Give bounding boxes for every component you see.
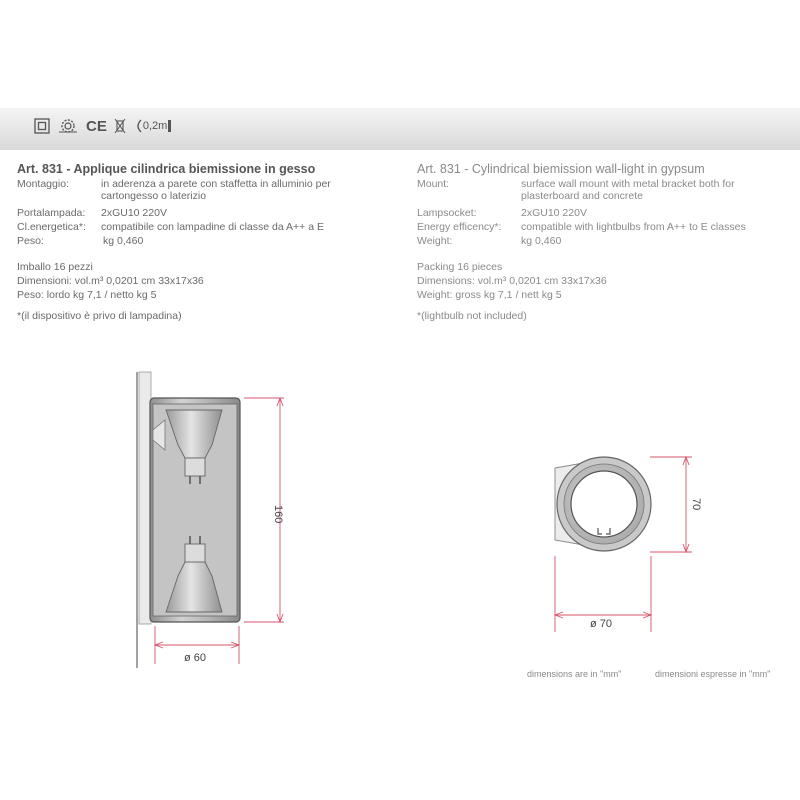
italian-energy-row — [17, 221, 397, 233]
gear-icon — [57, 117, 79, 135]
distance-bar-icon — [167, 118, 173, 134]
english-mount-label: Mount: — [417, 178, 450, 190]
italian-weight-label: Peso: — [17, 235, 44, 247]
italian-socket-row — [17, 207, 397, 219]
english-socket-label: Lampsocket: — [417, 207, 477, 219]
english-weight-row — [417, 235, 797, 247]
english-spec-column — [417, 162, 797, 322]
weee-bin-icon — [114, 117, 126, 135]
italian-socket-label: Portalampada: — [17, 207, 86, 219]
italian-weight-value: kg 0,460 — [103, 235, 144, 247]
english-energy-label: Energy efficency*: — [417, 221, 502, 233]
italian-dimensions: Dimensioni: vol.m³ 0,0201 cm 33x17x36 — [17, 275, 204, 287]
italian-title: Art. 831 - Applique cilindrica biemissione in gesso — [17, 162, 316, 176]
italian-mount-value: in aderenza a parete con staffetta in alluminio per cartongesso o laterizio — [101, 178, 331, 202]
italian-energy-value: compatibile con lampadine di classe da A++ a E — [101, 221, 324, 233]
italian-note: *(il dispositivo è privo di lampadina) — [17, 310, 182, 322]
distance-badge — [133, 118, 173, 134]
italian-mount-row — [17, 178, 397, 202]
english-mount-row — [417, 178, 797, 202]
english-socket-value: 2xGU10 220V — [521, 207, 587, 219]
units-note-it: dimensioni espresse in "mm" — [655, 669, 771, 679]
class-ii-double-square-icon — [34, 118, 50, 134]
italian-packing: Imballo 16 pezzi — [17, 261, 93, 273]
english-socket-row — [417, 207, 797, 219]
distance-label: 0,2m — [142, 120, 168, 132]
certification-icons — [34, 115, 173, 137]
top-view-drawing — [540, 445, 720, 645]
italian-weight-row — [17, 235, 397, 247]
english-mount-value: surface wall mount with metal bracket both for plasterboard and concrete — [521, 178, 735, 202]
lamp-distance-icon — [133, 118, 143, 134]
side-diameter-label: ø 60 — [184, 652, 207, 664]
side-view-drawing — [120, 368, 320, 668]
italian-spec-column — [17, 162, 397, 322]
inner-opening — [571, 471, 637, 537]
english-gross-net: Weight: gross kg 7,1 / nett kg 5 — [417, 289, 562, 301]
english-energy-row — [417, 221, 797, 233]
english-energy-value: compatible with lightbulbs from A++ to E classes — [521, 221, 746, 233]
italian-energy-label: Cl.energetica*: — [17, 221, 86, 233]
english-weight-label: Weight: — [417, 235, 453, 247]
depth-dimension-line — [650, 457, 692, 552]
english-title: Art. 831 - Cylindrical biemission wall-light in gypsum — [417, 162, 705, 176]
ce-mark: CE — [86, 117, 107, 135]
english-note: *(lightbulb not included) — [417, 310, 527, 322]
english-dimensions: Dimensions: vol.m³ 0,0201 cm 33x17x36 — [417, 275, 607, 287]
italian-gross-net: Peso: lordo kg 7,1 / netto kg 5 — [17, 289, 157, 301]
top-diameter-label: ø 70 — [590, 618, 613, 630]
english-weight-value: kg 0,460 — [521, 235, 562, 247]
english-packing: Packing 16 pieces — [417, 261, 503, 273]
height-label: 160 — [272, 505, 284, 524]
italian-mount-label: Montaggio: — [17, 178, 69, 190]
italian-socket-value: 2xGU10 220V — [101, 207, 167, 219]
depth-label: 70 — [690, 498, 702, 511]
units-note-en: dimensions are in "mm" — [527, 669, 622, 679]
wall-plate — [137, 372, 151, 668]
